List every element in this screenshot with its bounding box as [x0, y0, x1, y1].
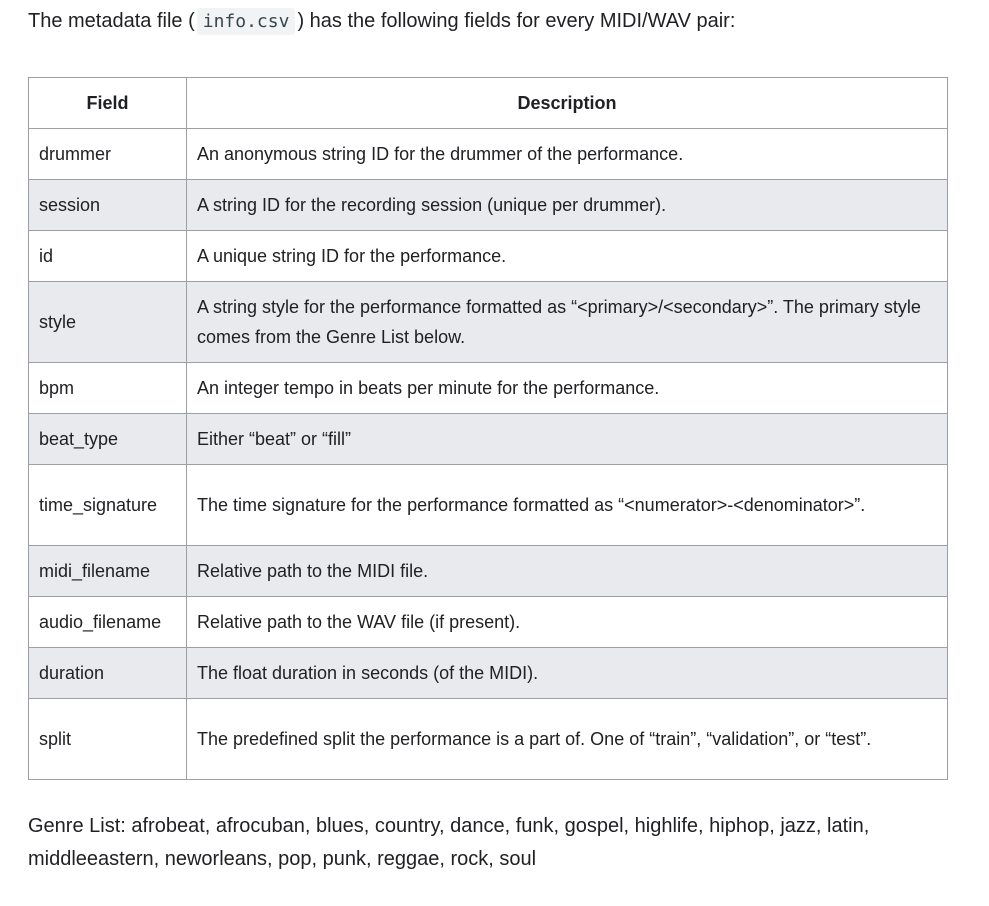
table-row	[29, 180, 948, 231]
field-cell: bpm	[29, 363, 187, 414]
description-cell: An anonymous string ID for the drummer of the performance.	[186, 129, 947, 180]
column-header-field: Field	[29, 78, 187, 129]
table-row	[29, 597, 948, 648]
genre-list-paragraph: Genre List: afrobeat, afrocuban, blues, country, dance, funk, gospel, highlife, hiphop, jazz, latin, middleeastern, neworleans, pop, punk, reggae, rock, soul	[28, 815, 870, 870]
description-cell: The float duration in seconds (of the MIDI).	[186, 648, 947, 699]
table-row	[29, 282, 948, 363]
description-cell: Relative path to the MIDI file.	[186, 546, 947, 597]
field-cell: drummer	[29, 129, 187, 180]
field-cell: split	[29, 699, 187, 780]
field-cell: id	[29, 231, 187, 282]
table-row	[29, 414, 948, 465]
description-cell: An integer tempo in beats per minute for the performance.	[186, 363, 947, 414]
field-cell: time_signature	[29, 465, 187, 546]
table-row	[29, 648, 948, 699]
field-cell: style	[29, 282, 187, 363]
description-cell: A unique string ID for the performance.	[186, 231, 947, 282]
intro-text-before: The metadata file (	[28, 10, 195, 32]
table-row	[29, 363, 948, 414]
intro-text-after: ) has the following fields for every MIDI/WAV pair:	[297, 10, 736, 32]
description-cell: A string style for the performance formatted as “<primary>/<secondary>”. The primary style comes from the Genre List below.	[186, 282, 947, 363]
field-cell: session	[29, 180, 187, 231]
description-cell: The time signature for the performance formatted as “<numerator>-<denominator>”.	[186, 465, 947, 546]
document-body	[28, 0, 948, 870]
table-row	[29, 465, 948, 546]
table-row	[29, 129, 948, 180]
filename-code: info.csv	[197, 8, 296, 35]
intro-paragraph	[28, 0, 948, 37]
description-cell: Either “beat” or “fill”	[186, 414, 947, 465]
description-cell: Relative path to the WAV file (if present).	[186, 597, 947, 648]
table-header-row	[29, 78, 948, 129]
description-cell: A string ID for the recording session (unique per drummer).	[186, 180, 947, 231]
field-cell: audio_filename	[29, 597, 187, 648]
field-cell: duration	[29, 648, 187, 699]
table-row	[29, 699, 948, 780]
field-cell: beat_type	[29, 414, 187, 465]
table-row	[29, 546, 948, 597]
column-header-description: Description	[186, 78, 947, 129]
description-cell: The predefined split the performance is a part of. One of “train”, “validation”, or “test”.	[186, 699, 947, 780]
table-row	[29, 231, 948, 282]
metadata-fields-table	[28, 77, 948, 780]
field-cell: midi_filename	[29, 546, 187, 597]
